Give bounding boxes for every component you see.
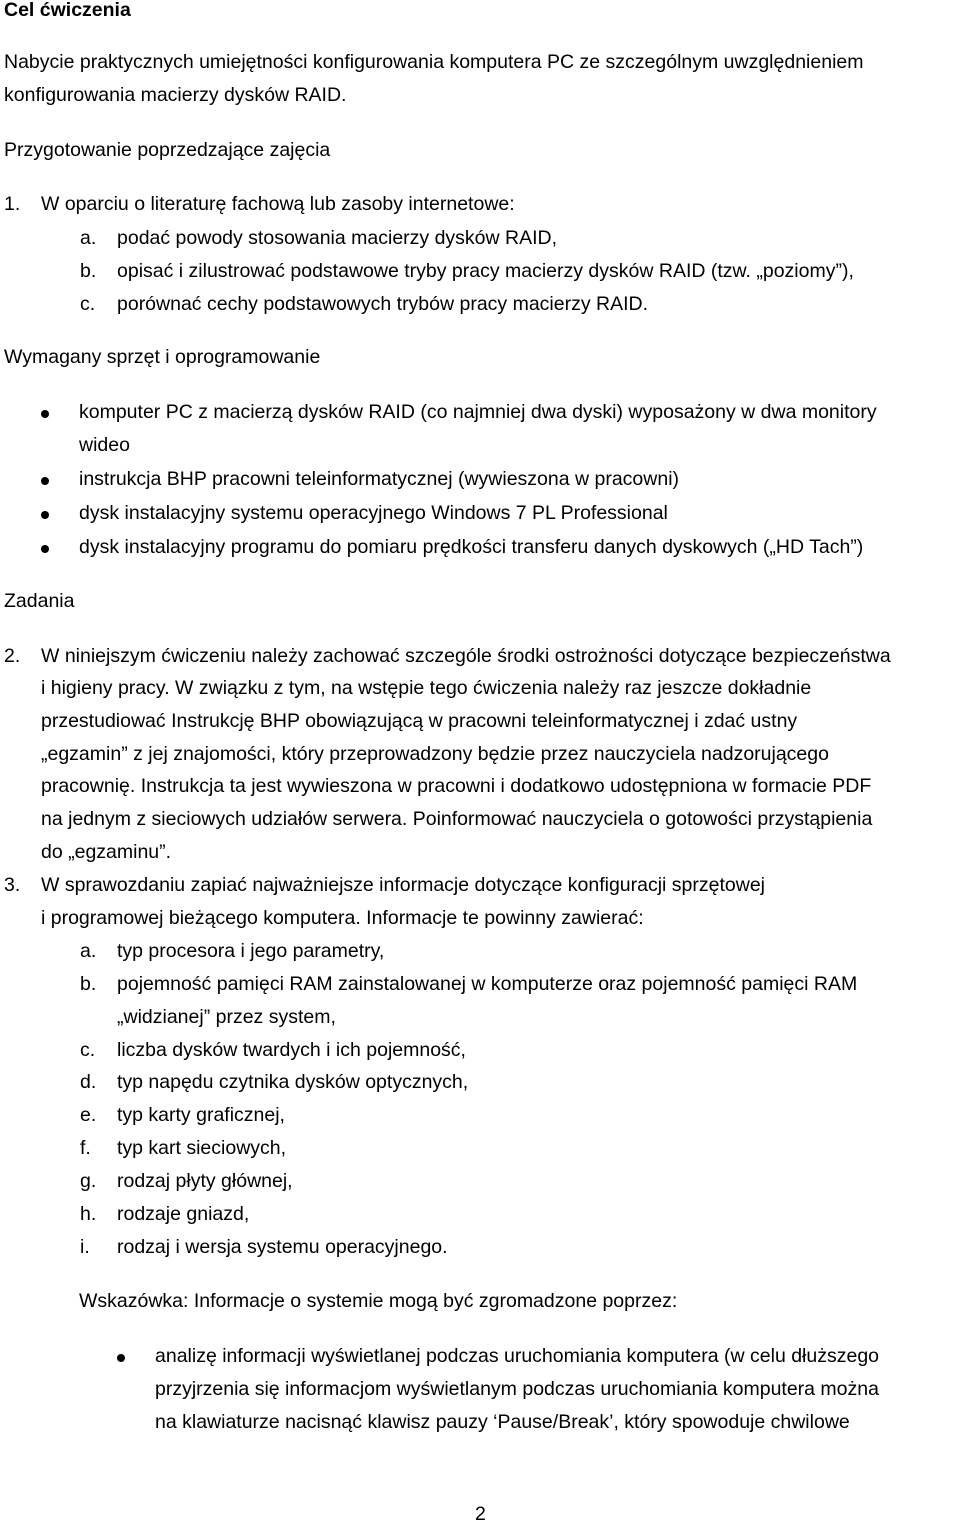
sublist-letter: c. [80,1039,96,1061]
sublist-letter: f. [80,1137,91,1159]
sublist-letter: i. [80,1236,90,1258]
paragraph-line: Nabycie praktycznych umiejętności konfigurowania komputera PC ze szczególnym uwzględnieniem [4,51,864,73]
sublist-text: rodzaj i wersja systemu operacyjnego. [117,1236,448,1258]
paragraph-line: na jednym z sieciowych udziałów serwera. Poinformować nauczyciela o gotowości przystąpienia [41,808,873,830]
bullet-text: dysk instalacyjny systemu operacyjnego Windows 7 PL Professional [79,502,668,524]
bullet-text: komputer PC z macierzą dysków RAID (co najmniej dwa dyski) wyposażony w dwa monitory [79,401,877,423]
bullet-text: instrukcja BHP pracowni teleinformatycznej (wywieszona w pracowni) [79,468,680,490]
sublist-text: pojemność pamięci RAM zainstalowanej w komputerze oraz pojemność pamięci RAM [117,973,858,995]
paragraph-line: i programowej bieżącego komputera. Informacje te powinny zawierać: [41,907,644,929]
sublist-text: podać powody stosowania macierzy dysków RAID, [117,227,558,249]
paragraph-line: pracownię. Instrukcja ta jest wywieszona w pracowni i dodatkowo udostępniona w formacie PDF [41,775,872,797]
sublist-letter: a. [80,227,97,249]
heading-przygotowanie: Przygotowanie poprzedzające zajęcia [4,139,331,161]
bullet-text: dysk instalacyjny programu do pomiaru prędkości transferu danych dyskowych („HD Tach”) [79,536,864,558]
sublist-letter: h. [80,1203,97,1225]
sublist-text: opisać i zilustrować podstawowe tryby pracy macierzy dysków RAID (tzw. „poziomy”), [117,260,854,282]
sublist-letter: d. [80,1071,97,1093]
list-number: 1. [4,193,21,215]
list-item-text: W oparciu o literaturę fachową lub zasoby internetowe: [41,193,515,215]
sublist-text: porównać cechy podstawowych trybów pracy macierzy RAID. [117,293,649,315]
sublist-letter: b. [80,260,97,282]
sublist-letter: b. [80,973,97,995]
sublist-text: liczba dysków twardych i ich pojemność, [117,1039,466,1061]
sublist-letter: g. [80,1170,97,1192]
paragraph-line: W sprawozdaniu zapiać najważniejsze informacje dotyczące konfiguracji sprzętowej [41,874,766,896]
paragraph-line: przestudiować Instrukcję BHP obowiązującą w pracowni teleinformatycznej i zdać ustny [41,710,798,732]
bullet-text-continuation: przyjrzenia się informacjom wyświetlanym podczas uruchomiania komputera można [155,1378,879,1400]
sublist-text: typ napędu czytnika dysków optycznych, [117,1071,469,1093]
paragraph-line: konfigurowania macierzy dysków RAID. [4,84,347,106]
sublist-text-continuation: „widzianej” przez system, [117,1006,336,1028]
paragraph-line: „egzamin” z jej znajomości, który przeprowadzony będzie przez nauczyciela nadzorującego [41,743,829,765]
hint-text: Wskazówka: Informacje o systemie mogą być zgromadzone poprzez: [79,1290,678,1312]
heading-wymagany-sprzet: Wymagany sprzęt i oprogramowanie [4,346,321,368]
list-number: 3. [4,874,21,896]
sublist-text: rodzaj płyty głównej, [117,1170,293,1192]
paragraph-line: i higieny pracy. W związku z tym, na wstępie tego ćwiczenia należy raz jeszcze dokładnie [41,677,812,699]
bullet-text-continuation: na klawiaturze nacisnąć klawisz pauzy ‘Pause/Break’, który spowoduje chwilowe [155,1411,850,1433]
bullet-text-continuation: wideo [79,434,130,456]
sublist-text: typ kart sieciowych, [117,1137,287,1159]
list-number: 2. [4,645,21,667]
sublist-text: rodzaje gniazd, [117,1203,250,1225]
paragraph-line: W niniejszym ćwiczeniu należy zachować szczególe środki ostrożności dotyczące bezpieczeństwa [41,645,891,667]
sublist-letter: c. [80,293,96,315]
bullet-icon [117,1354,125,1362]
bullet-text: analizę informacji wyświetlanej podczas uruchomiania komputera (w celu dłuższego [155,1345,880,1367]
page-number: 2 [475,1503,486,1525]
bullet-icon [41,477,49,485]
heading-zadania: Zadania [4,590,75,612]
heading-cel: Cel ćwiczenia [4,0,131,21]
paragraph-line: do „egzaminu”. [41,841,172,863]
bullet-icon [41,545,49,553]
bullet-icon [41,511,49,519]
bullet-icon [41,410,49,418]
sublist-text: typ procesora i jego parametry, [117,940,385,962]
sublist-letter: a. [80,940,97,962]
sublist-text: typ karty graficznej, [117,1104,285,1126]
sublist-letter: e. [80,1104,97,1126]
